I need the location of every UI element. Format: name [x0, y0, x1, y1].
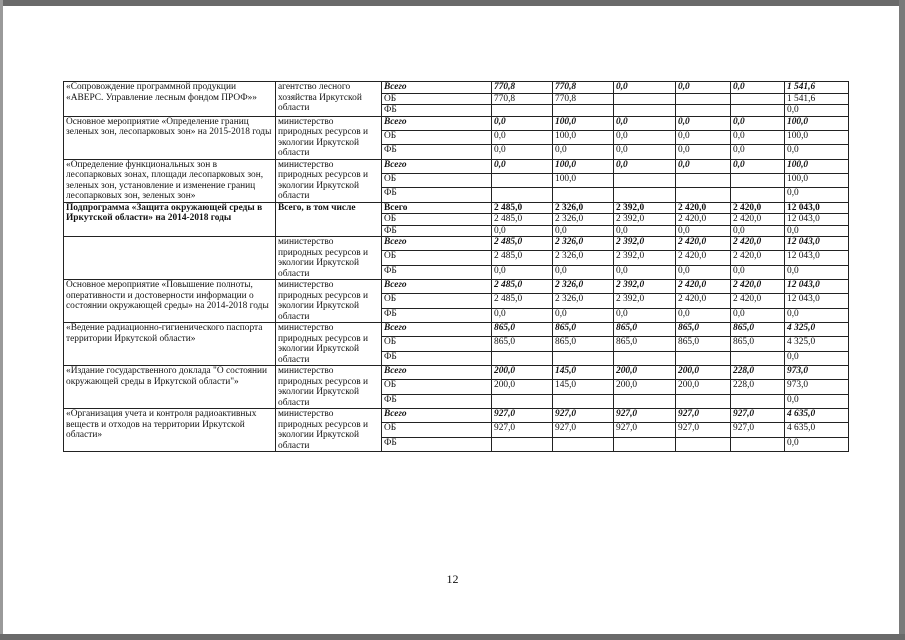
amount-cell: [676, 188, 731, 202]
amount-cell: 770,8: [553, 93, 614, 105]
amount-cell: [614, 173, 676, 187]
funding-source-cell: Всего: [382, 116, 492, 130]
amount-cell: 0,0: [731, 82, 785, 94]
amount-cell: [731, 437, 785, 451]
amount-cell: 927,0: [553, 409, 614, 423]
amount-cell: 0,0: [785, 225, 849, 237]
funding-source-cell: ОБ: [382, 294, 492, 308]
executor-cell: министерство природных ресурсов и экологии Иркутской области: [276, 159, 382, 202]
amount-cell: 2 326,0: [553, 251, 614, 265]
funding-source-cell: Всего: [382, 409, 492, 423]
amount-cell: 200,0: [492, 366, 553, 380]
amount-cell: 927,0: [614, 423, 676, 437]
amount-cell: 0,0: [492, 225, 553, 237]
amount-cell: 12 043,0: [785, 202, 849, 214]
activity-name-cell: [64, 237, 276, 280]
amount-cell: [553, 351, 614, 365]
amount-cell: 2 485,0: [492, 214, 553, 226]
activity-name-cell: «Ведение радиационно-гигиенического паспорта территории Иркутской области»: [64, 323, 276, 366]
funding-source-cell: ФБ: [382, 265, 492, 279]
amount-cell: [676, 105, 731, 117]
amount-cell: [492, 437, 553, 451]
funding-source-cell: ОБ: [382, 214, 492, 226]
funding-source-cell: ОБ: [382, 380, 492, 394]
amount-cell: 100,0: [553, 116, 614, 130]
amount-cell: [553, 394, 614, 408]
amount-cell: 2 326,0: [553, 202, 614, 214]
amount-cell: 4 635,0: [785, 409, 849, 423]
amount-cell: 228,0: [731, 366, 785, 380]
amount-cell: 865,0: [553, 323, 614, 337]
amount-cell: 228,0: [731, 380, 785, 394]
amount-cell: 1 541,6: [785, 93, 849, 105]
executor-cell: Всего, в том числе: [276, 202, 382, 237]
activity-name-cell: «Организация учета и контроля радиоактивных веществ и отходов на территории Иркутской области»: [64, 409, 276, 452]
table-row: [64, 323, 849, 337]
amount-cell: 2 326,0: [553, 214, 614, 226]
amount-cell: [731, 351, 785, 365]
funding-source-cell: ОБ: [382, 93, 492, 105]
amount-cell: 0,0: [492, 130, 553, 144]
table-row: [64, 159, 849, 173]
amount-cell: 2 420,0: [676, 214, 731, 226]
amount-cell: 2 420,0: [731, 294, 785, 308]
amount-cell: 2 392,0: [614, 294, 676, 308]
amount-cell: 145,0: [553, 366, 614, 380]
amount-cell: 0,0: [614, 308, 676, 322]
amount-cell: 0,0: [614, 116, 676, 130]
activity-name-cell: Основное мероприятие «Определение границ зеленых зон, лесопарковых зон» на 2015-2018 годы: [64, 116, 276, 159]
amount-cell: 145,0: [553, 380, 614, 394]
amount-cell: 0,0: [785, 394, 849, 408]
scan-frame-left: [0, 0, 3, 640]
amount-cell: [553, 105, 614, 117]
amount-cell: 0,0: [553, 265, 614, 279]
funding-source-cell: ОБ: [382, 173, 492, 187]
amount-cell: 0,0: [676, 265, 731, 279]
amount-cell: [553, 437, 614, 451]
activity-name-cell: Подпрограмма «Защита окружающей среды в Иркутской области» на 2014-2018 годы: [64, 202, 276, 237]
amount-cell: 770,8: [492, 93, 553, 105]
amount-cell: [553, 188, 614, 202]
amount-cell: 100,0: [785, 116, 849, 130]
table-row: [64, 280, 849, 294]
amount-cell: 0,0: [731, 159, 785, 173]
amount-cell: 100,0: [785, 173, 849, 187]
amount-cell: 0,0: [492, 265, 553, 279]
amount-cell: 0,0: [785, 437, 849, 451]
amount-cell: 2 420,0: [676, 237, 731, 251]
amount-cell: 0,0: [785, 145, 849, 159]
amount-cell: 100,0: [553, 159, 614, 173]
amount-cell: 0,0: [785, 351, 849, 365]
executor-cell: агентство лесного хозяйства Иркутской области: [276, 82, 382, 117]
amount-cell: 0,0: [785, 265, 849, 279]
amount-cell: [676, 351, 731, 365]
amount-cell: 0,0: [553, 145, 614, 159]
amount-cell: 2 420,0: [731, 214, 785, 226]
amount-cell: 770,8: [553, 82, 614, 94]
funding-source-cell: ОБ: [382, 251, 492, 265]
amount-cell: [614, 394, 676, 408]
amount-cell: 2 485,0: [492, 202, 553, 214]
table-row: [64, 366, 849, 380]
amount-cell: [676, 173, 731, 187]
amount-cell: 12 043,0: [785, 280, 849, 294]
funding-source-cell: ФБ: [382, 394, 492, 408]
amount-cell: 0,0: [676, 145, 731, 159]
amount-cell: 865,0: [553, 337, 614, 351]
amount-cell: [614, 437, 676, 451]
funding-source-cell: ФБ: [382, 308, 492, 322]
amount-cell: 2 420,0: [731, 251, 785, 265]
amount-cell: 0,0: [676, 82, 731, 94]
amount-cell: 12 043,0: [785, 251, 849, 265]
amount-cell: 0,0: [731, 130, 785, 144]
amount-cell: 2 392,0: [614, 251, 676, 265]
amount-cell: [614, 93, 676, 105]
amount-cell: 4 635,0: [785, 423, 849, 437]
amount-cell: 2 392,0: [614, 202, 676, 214]
funding-source-cell: Всего: [382, 202, 492, 214]
amount-cell: 2 485,0: [492, 237, 553, 251]
funding-source-cell: ФБ: [382, 105, 492, 117]
amount-cell: 0,0: [614, 159, 676, 173]
amount-cell: 927,0: [492, 423, 553, 437]
amount-cell: 973,0: [785, 366, 849, 380]
funding-source-cell: ФБ: [382, 437, 492, 451]
amount-cell: 770,8: [492, 82, 553, 94]
amount-cell: 927,0: [492, 409, 553, 423]
amount-cell: 865,0: [676, 337, 731, 351]
scan-frame-bottom: [0, 634, 905, 640]
budget-table: [63, 81, 849, 452]
amount-cell: 100,0: [553, 130, 614, 144]
amount-cell: 0,0: [614, 225, 676, 237]
amount-cell: 12 043,0: [785, 214, 849, 226]
amount-cell: [492, 173, 553, 187]
funding-source-cell: Всего: [382, 280, 492, 294]
amount-cell: 200,0: [492, 380, 553, 394]
amount-cell: [614, 188, 676, 202]
amount-cell: 100,0: [785, 159, 849, 173]
amount-cell: [731, 105, 785, 117]
amount-cell: [492, 351, 553, 365]
funding-source-cell: ОБ: [382, 130, 492, 144]
amount-cell: 0,0: [731, 265, 785, 279]
amount-cell: 2 420,0: [676, 202, 731, 214]
amount-cell: 12 043,0: [785, 294, 849, 308]
amount-cell: 200,0: [676, 366, 731, 380]
amount-cell: 0,0: [492, 116, 553, 130]
amount-cell: 0,0: [492, 308, 553, 322]
funding-source-cell: Всего: [382, 237, 492, 251]
amount-cell: 0,0: [676, 308, 731, 322]
activity-name-cell: «Определение функциональных зон в лесопарковых зонах, площади лесопарковых зон, зеленых зон, установление и изменение границ лесопарковых зон, зеленых зон»: [64, 159, 276, 202]
amount-cell: 865,0: [492, 323, 553, 337]
amount-cell: [492, 188, 553, 202]
amount-cell: 2 420,0: [676, 280, 731, 294]
amount-cell: 0,0: [785, 188, 849, 202]
amount-cell: 2 392,0: [614, 280, 676, 294]
amount-cell: 0,0: [731, 225, 785, 237]
amount-cell: 2 326,0: [553, 294, 614, 308]
table-row: [64, 82, 849, 94]
amount-cell: [614, 351, 676, 365]
amount-cell: 0,0: [731, 308, 785, 322]
amount-cell: 2 420,0: [731, 237, 785, 251]
amount-cell: 200,0: [676, 380, 731, 394]
activity-name-cell: Основное мероприятие «Повышение полноты, оперативности и достоверности информации о состоянии окружающей среды» на 2014-2018 годы: [64, 280, 276, 323]
executor-cell: министерство природных ресурсов и экологии Иркутской области: [276, 237, 382, 280]
amount-cell: 865,0: [614, 323, 676, 337]
table-row: [64, 116, 849, 130]
amount-cell: 2 485,0: [492, 280, 553, 294]
activity-name-cell: «Издание государственного доклада "О состоянии окружающей среды в Иркутской области"»: [64, 366, 276, 409]
table-row: [64, 409, 849, 423]
amount-cell: 0,0: [785, 308, 849, 322]
amount-cell: 865,0: [614, 337, 676, 351]
amount-cell: 0,0: [553, 225, 614, 237]
scan-frame-top: [0, 0, 905, 6]
amount-cell: 927,0: [676, 423, 731, 437]
amount-cell: 927,0: [731, 409, 785, 423]
amount-cell: 0,0: [492, 159, 553, 173]
amount-cell: 0,0: [676, 159, 731, 173]
amount-cell: 2 326,0: [553, 280, 614, 294]
amount-cell: 927,0: [553, 423, 614, 437]
amount-cell: 2 392,0: [614, 214, 676, 226]
amount-cell: 927,0: [676, 409, 731, 423]
amount-cell: 2 420,0: [731, 280, 785, 294]
table-row: [64, 202, 849, 214]
amount-cell: 2 420,0: [676, 294, 731, 308]
funding-source-cell: ФБ: [382, 145, 492, 159]
amount-cell: 2 326,0: [553, 237, 614, 251]
executor-cell: министерство природных ресурсов и экологии Иркутской области: [276, 323, 382, 366]
amount-cell: 0,0: [614, 82, 676, 94]
page-number: 12: [446, 572, 459, 586]
amount-cell: 1 541,6: [785, 82, 849, 94]
amount-cell: 865,0: [492, 337, 553, 351]
amount-cell: [731, 394, 785, 408]
scan-frame-right: [899, 0, 905, 640]
amount-cell: 865,0: [676, 323, 731, 337]
funding-source-cell: Всего: [382, 82, 492, 94]
amount-cell: 2 420,0: [731, 202, 785, 214]
executor-cell: министерство природных ресурсов и экологии Иркутской области: [276, 366, 382, 409]
amount-cell: 0,0: [614, 145, 676, 159]
executor-cell: министерство природных ресурсов и экологии Иркутской области: [276, 280, 382, 323]
amount-cell: 4 325,0: [785, 323, 849, 337]
amount-cell: 2 485,0: [492, 251, 553, 265]
amount-cell: [492, 394, 553, 408]
amount-cell: 927,0: [614, 409, 676, 423]
amount-cell: 0,0: [614, 130, 676, 144]
amount-cell: 0,0: [553, 308, 614, 322]
funding-source-cell: ФБ: [382, 188, 492, 202]
funding-source-cell: Всего: [382, 323, 492, 337]
executor-cell: министерство природных ресурсов и экологии Иркутской области: [276, 409, 382, 452]
amount-cell: 100,0: [785, 130, 849, 144]
amount-cell: 0,0: [676, 225, 731, 237]
amount-cell: [676, 437, 731, 451]
amount-cell: 12 043,0: [785, 237, 849, 251]
amount-cell: 100,0: [553, 173, 614, 187]
amount-cell: 0,0: [731, 145, 785, 159]
amount-cell: 200,0: [614, 380, 676, 394]
amount-cell: 0,0: [785, 105, 849, 117]
amount-cell: 2 392,0: [614, 237, 676, 251]
funding-source-cell: ФБ: [382, 351, 492, 365]
amount-cell: 927,0: [731, 423, 785, 437]
amount-cell: [731, 173, 785, 187]
amount-cell: [731, 188, 785, 202]
amount-cell: [614, 105, 676, 117]
amount-cell: 0,0: [676, 130, 731, 144]
amount-cell: 200,0: [614, 366, 676, 380]
amount-cell: 0,0: [676, 116, 731, 130]
amount-cell: [676, 394, 731, 408]
amount-cell: 865,0: [731, 323, 785, 337]
amount-cell: [492, 105, 553, 117]
amount-cell: 0,0: [731, 116, 785, 130]
funding-source-cell: Всего: [382, 159, 492, 173]
amount-cell: [676, 93, 731, 105]
amount-cell: 4 325,0: [785, 337, 849, 351]
funding-source-cell: ОБ: [382, 423, 492, 437]
amount-cell: 865,0: [731, 337, 785, 351]
amount-cell: 2 485,0: [492, 294, 553, 308]
funding-source-cell: ФБ: [382, 225, 492, 237]
funding-source-cell: ОБ: [382, 337, 492, 351]
amount-cell: [731, 93, 785, 105]
amount-cell: 0,0: [614, 265, 676, 279]
amount-cell: 0,0: [492, 145, 553, 159]
funding-source-cell: Всего: [382, 366, 492, 380]
amount-cell: 973,0: [785, 380, 849, 394]
amount-cell: 2 420,0: [676, 251, 731, 265]
activity-name-cell: «Сопровождение программной продукции «АВЕРС. Управление лесным фондом ПРОФ»»: [64, 82, 276, 117]
executor-cell: министерство природных ресурсов и экологии Иркутской области: [276, 116, 382, 159]
table-row: [64, 237, 849, 251]
